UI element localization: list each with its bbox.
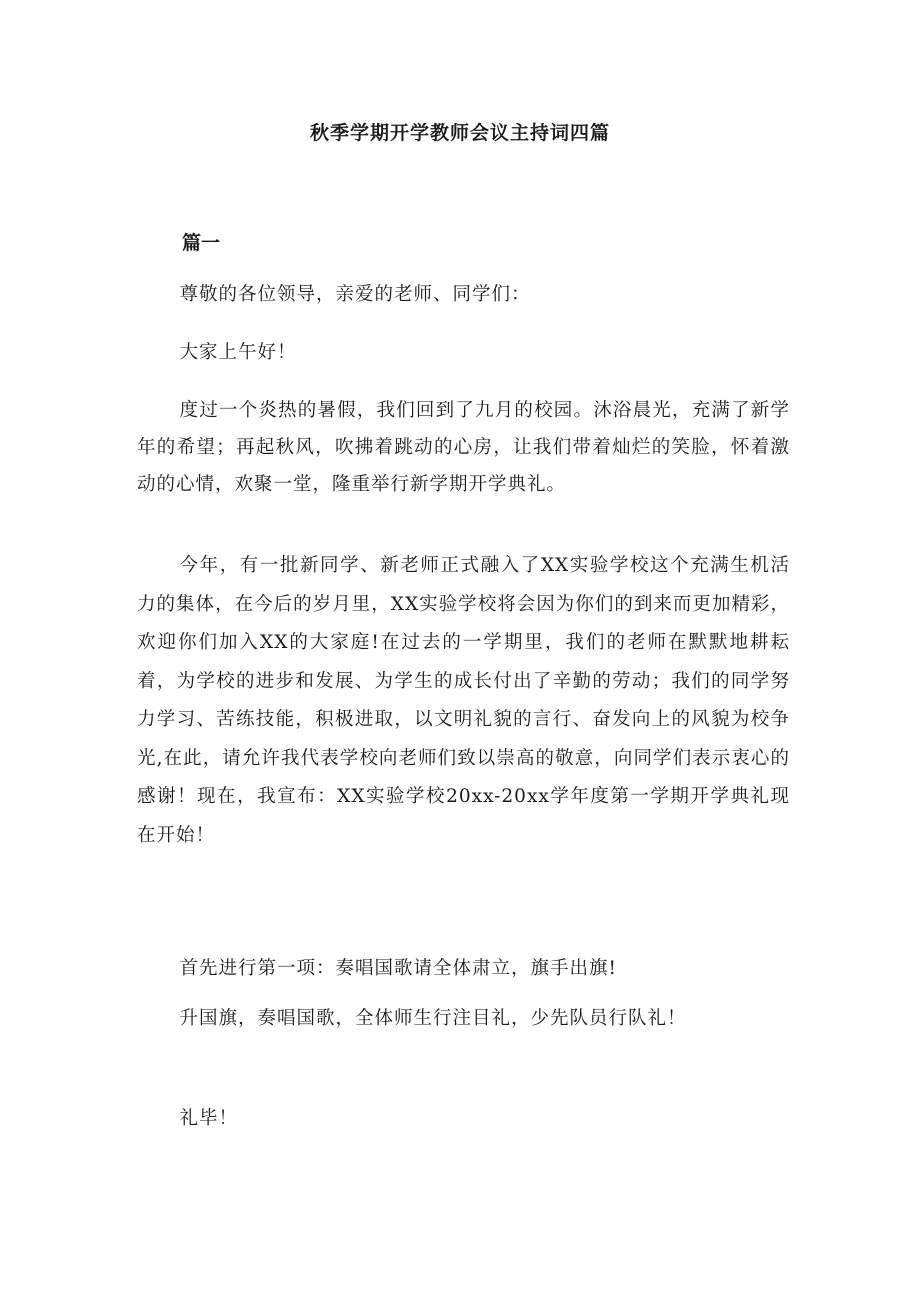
paragraph-text: 今年，有一批新同学、新老师正式融入了XX实验学校这个充满生机活力的集体，在今后的岁月里，XX实验学校将会因为你们的到来而更加精彩，欢迎你们加入XX的大家庭!在过去的一学期里，我们的老师在默默地耕耘着，为学校的进步和发展、为学生的成长付出了辛勤的劳动；我们的同学努力学习、苦练技能，积极进取，以文明礼貌的言行、奋发向上的风貌为校争光,在此，请允许我代表学校向老师们致以崇高的敬意，向同学们表示衷心的感谢！现在，我宣布：XX实验学校20xx-20xx学年度第一学期开学典礼现在开始！ — [137, 555, 790, 846]
paragraph-text: 大家上午好！ — [179, 342, 297, 363]
paragraph-opening — [137, 392, 790, 503]
paragraph-first-item — [137, 950, 790, 987]
paragraph-text: 度过一个炎热的暑假，我们回到了九月的校园。沐浴晨光，充满了新学年的希望；再起秋风，吹拂着跳动的心房，让我们带着灿烂的笑脸，怀着激动的心情，欢聚一堂，隆重举行新学期开学典礼。 — [137, 400, 790, 495]
paragraph-good-morning — [137, 334, 790, 371]
paragraph-text: 尊敬的各位领导，亲爱的老师、同学们： — [179, 284, 531, 305]
paragraph-text: 礼毕！ — [179, 1108, 239, 1129]
paragraph-text: 升国旗，奏唱国歌，全体师生行注目礼，少先队员行队礼！ — [179, 1008, 687, 1029]
section-heading: 篇一 — [182, 232, 221, 254]
paragraph-text: 首先进行第一项：奏唱国歌请全体肃立，旗手出旗! — [179, 958, 617, 979]
paragraph-welcome — [137, 547, 790, 855]
document-title: 秋季学期开学教师会议主持词四篇 — [309, 122, 610, 144]
paragraph-ceremony-end — [137, 1100, 790, 1137]
paragraph-greeting — [137, 276, 790, 313]
paragraph-flag-raising — [137, 991, 747, 1046]
